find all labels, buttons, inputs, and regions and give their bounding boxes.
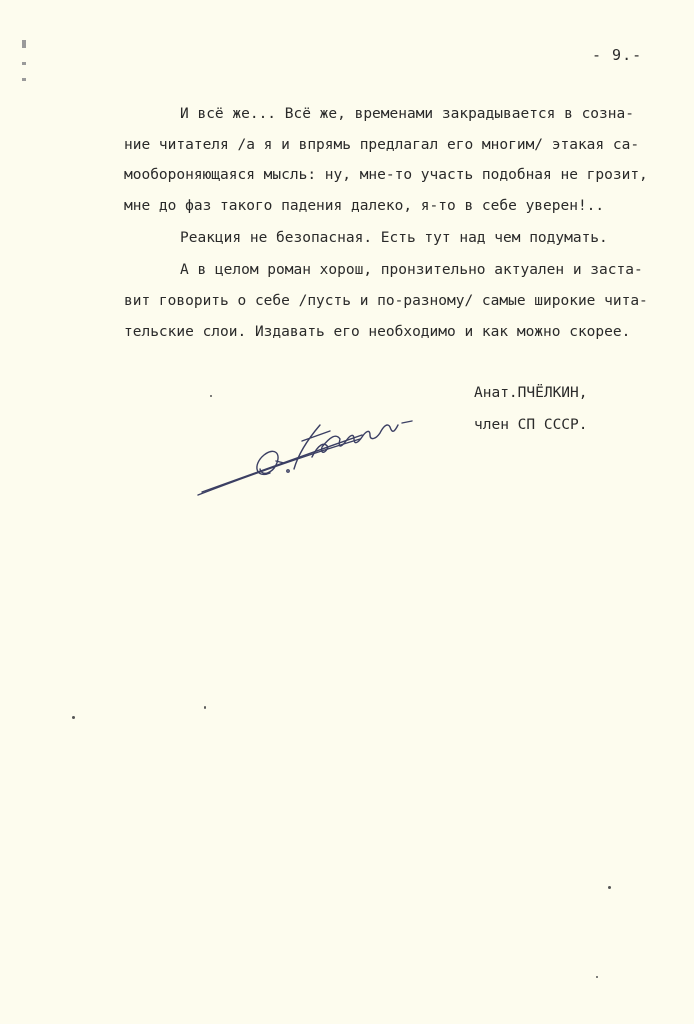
body-line: ние читателя /а я и впрямь предлагал его многим/ этакая са- xyxy=(124,137,640,153)
ink-speck xyxy=(204,706,206,709)
author-name: Анат.ПЧЁЛКИН, xyxy=(474,385,588,401)
body-line: мообороняющаяся мысль: ну, мне-то участь подобная не грозит, xyxy=(124,167,648,183)
body-line: тельские слои. Издавать его необходимо и как можно скорее. xyxy=(124,324,631,340)
page-number: - 9.- xyxy=(592,46,643,64)
ink-speck xyxy=(210,395,212,397)
ink-speck xyxy=(596,976,598,978)
handwritten-signature xyxy=(190,395,430,505)
margin-mark xyxy=(22,78,26,81)
body-line: вит говорить о себе /пусть и по-разному/ самые широкие чита- xyxy=(124,293,648,309)
body-line: И всё же... Всё же, временами закрадывается в созна- xyxy=(180,106,634,122)
author-role: член СП СССР. xyxy=(474,417,588,433)
margin-mark xyxy=(22,40,26,48)
body-line: А в целом роман хорош, пронзительно актуален и заста- xyxy=(180,262,643,278)
ink-speck xyxy=(72,716,75,719)
body-line: мне до фаз такого падения далеко, я-то в себе уверен!.. xyxy=(124,198,605,214)
ink-speck xyxy=(608,886,611,889)
body-line: Реакция не безопасная. Есть тут над чем подумать. xyxy=(180,230,608,246)
margin-mark xyxy=(22,62,26,65)
